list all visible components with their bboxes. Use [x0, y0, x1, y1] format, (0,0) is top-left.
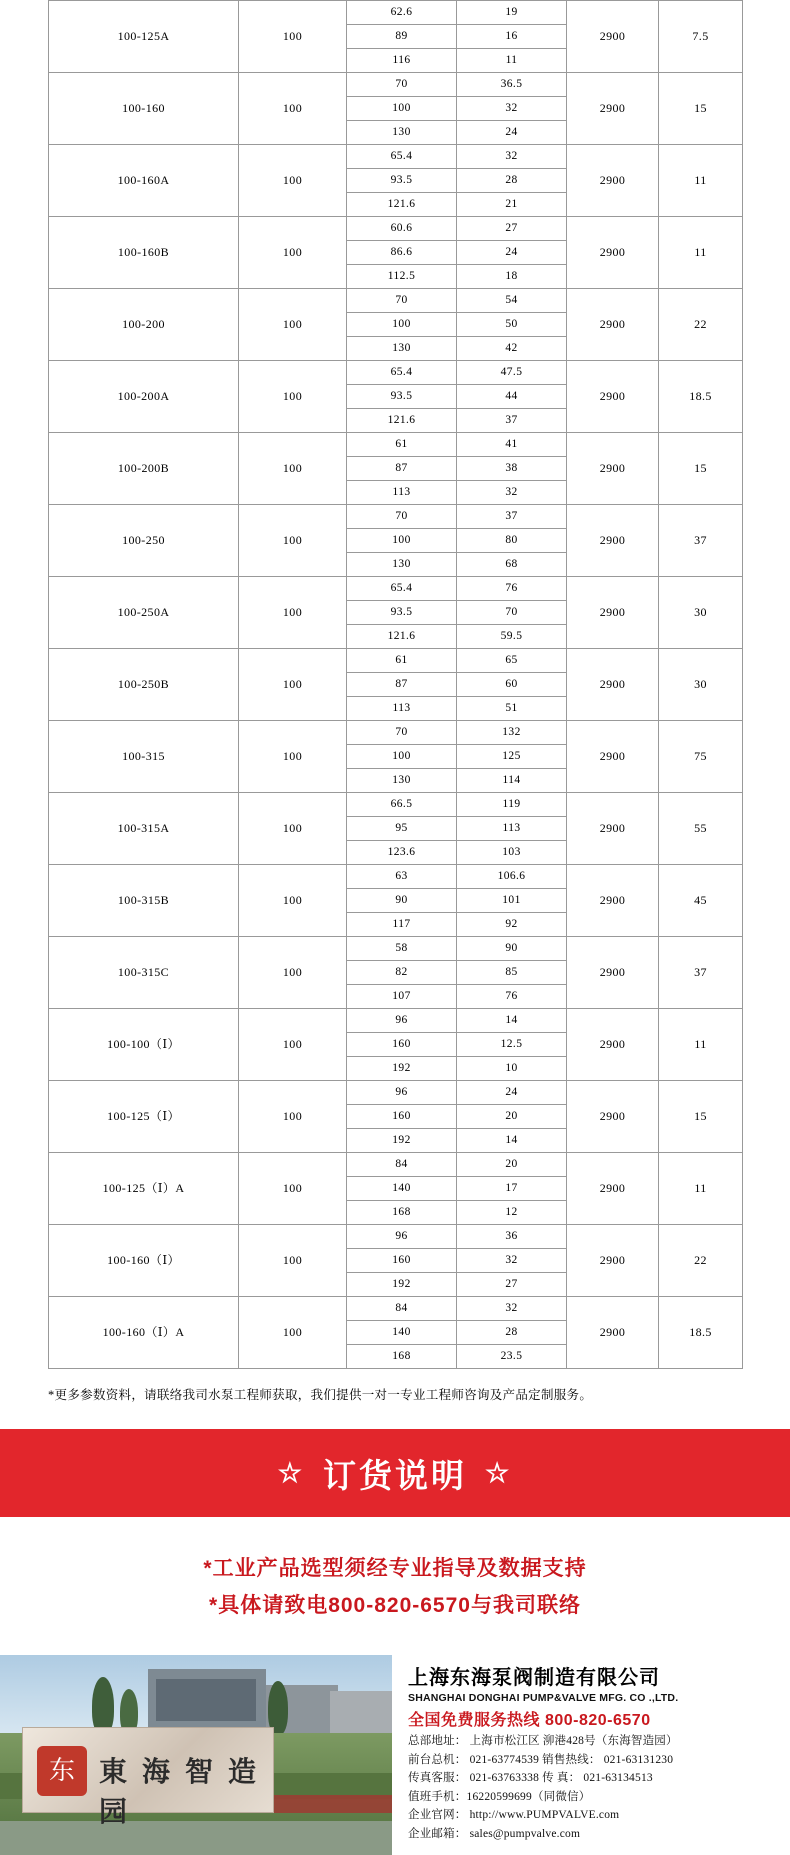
cell-speed: 2900 — [567, 1153, 659, 1225]
cell-head: 70 — [457, 601, 567, 625]
cell-flow: 168 — [347, 1345, 457, 1369]
footer-contact-info — [392, 1655, 790, 1855]
cell-flow: 84 — [347, 1153, 457, 1177]
cell-diameter: 100 — [239, 1153, 347, 1225]
cell-head: 12.5 — [457, 1033, 567, 1057]
cell-diameter: 100 — [239, 577, 347, 649]
cell-head: 65 — [457, 649, 567, 673]
cell-diameter: 100 — [239, 649, 347, 721]
table-row — [49, 577, 743, 601]
order-note-1: *工业产品选型须经专业指导及数据支持 — [203, 1557, 587, 1580]
footer-contact-line: 前台总机： 021-63774539 销售热线： 021-63131230 — [408, 1753, 674, 1766]
cell-speed: 2900 — [567, 289, 659, 361]
cell-model: 100-315B — [49, 865, 239, 937]
cell-head: 24 — [457, 1081, 567, 1105]
table-row — [49, 1081, 743, 1105]
cell-speed: 2900 — [567, 865, 659, 937]
cell-flow: 82 — [347, 961, 457, 985]
cell-power: 55 — [659, 793, 743, 865]
cell-diameter: 100 — [239, 1225, 347, 1297]
cell-model: 100-125（Ⅰ）A — [49, 1153, 239, 1225]
cell-diameter: 100 — [239, 1, 347, 73]
cell-head: 20 — [457, 1105, 567, 1129]
cell-flow: 93.5 — [347, 601, 457, 625]
cell-model: 100-250B — [49, 649, 239, 721]
cell-head: 32 — [457, 145, 567, 169]
table-row — [49, 1225, 743, 1249]
cell-flow: 90 — [347, 889, 457, 913]
cell-diameter: 100 — [239, 505, 347, 577]
cell-power: 15 — [659, 433, 743, 505]
cell-power: 11 — [659, 1009, 743, 1081]
cell-power: 22 — [659, 289, 743, 361]
factory-photo — [0, 1655, 392, 1855]
order-banner — [0, 1429, 790, 1517]
cell-flow: 60.6 — [347, 217, 457, 241]
cell-flow: 121.6 — [347, 625, 457, 649]
cell-flow: 121.6 — [347, 193, 457, 217]
cell-head: 24 — [457, 121, 567, 145]
cell-head: 80 — [457, 529, 567, 553]
cell-head: 14 — [457, 1129, 567, 1153]
cell-model: 100-200B — [49, 433, 239, 505]
cell-head: 103 — [457, 841, 567, 865]
cell-flow: 65.4 — [347, 145, 457, 169]
cell-flow: 70 — [347, 73, 457, 97]
cell-model: 100-200 — [49, 289, 239, 361]
photo-signage-stone — [22, 1727, 274, 1828]
table-row — [49, 721, 743, 745]
cell-head: 32 — [457, 97, 567, 121]
cell-head: 44 — [457, 385, 567, 409]
cell-flow: 130 — [347, 121, 457, 145]
cell-flow: 107 — [347, 985, 457, 1009]
cell-head: 36.5 — [457, 73, 567, 97]
cell-model: 100-160 — [49, 73, 239, 145]
cell-flow: 70 — [347, 289, 457, 313]
cell-head: 42 — [457, 337, 567, 361]
cell-flow: 130 — [347, 337, 457, 361]
cell-head: 36 — [457, 1225, 567, 1249]
cell-power: 18.5 — [659, 361, 743, 433]
cell-head: 20 — [457, 1153, 567, 1177]
cell-power: 22 — [659, 1225, 743, 1297]
cell-head: 90 — [457, 937, 567, 961]
cell-flow: 113 — [347, 481, 457, 505]
footer-contact-line: 值班手机：16220599699（同微信） — [408, 1790, 591, 1803]
cell-head: 32 — [457, 1297, 567, 1321]
cell-head: 114 — [457, 769, 567, 793]
cell-flow: 66.5 — [347, 793, 457, 817]
cell-diameter: 100 — [239, 937, 347, 1009]
cell-diameter: 100 — [239, 1297, 347, 1369]
cell-speed: 2900 — [567, 145, 659, 217]
cell-speed: 2900 — [567, 433, 659, 505]
cell-head: 18 — [457, 265, 567, 289]
company-name-en: SHANGHAI DONGHAI PUMP&VALVE MFG. CO .,LTD. — [408, 1691, 679, 1704]
cell-flow: 116 — [347, 49, 457, 73]
cell-head: 92 — [457, 913, 567, 937]
cell-diameter: 100 — [239, 865, 347, 937]
cell-flow: 96 — [347, 1225, 457, 1249]
cell-head: 27 — [457, 217, 567, 241]
cell-flow: 192 — [347, 1129, 457, 1153]
cell-flow: 95 — [347, 817, 457, 841]
cell-head: 76 — [457, 985, 567, 1009]
cell-head: 47.5 — [457, 361, 567, 385]
footer-contact-line: 传真客服： 021-63763338 传 真： 021-63134513 — [408, 1772, 653, 1784]
cell-head: 27 — [457, 1273, 567, 1297]
cell-model: 100-315A — [49, 793, 239, 865]
cell-model: 100-100（Ⅰ） — [49, 1009, 239, 1081]
cell-flow: 93.5 — [347, 169, 457, 193]
cell-power: 11 — [659, 1153, 743, 1225]
cell-head: 101 — [457, 889, 567, 913]
table-row — [49, 937, 743, 961]
cell-flow: 93.5 — [347, 385, 457, 409]
cell-power: 7.5 — [659, 1, 743, 73]
cell-model: 100-200A — [49, 361, 239, 433]
table-note: *更多参数资料，请联络我司水泵工程师获取，我们提供一对一专业工程师咨询及产品定制服务。 — [48, 1388, 593, 1402]
cell-head: 28 — [457, 169, 567, 193]
cell-model: 100-125A — [49, 1, 239, 73]
cell-power: 15 — [659, 73, 743, 145]
cell-head: 37 — [457, 505, 567, 529]
table-row — [49, 145, 743, 169]
cell-head: 14 — [457, 1009, 567, 1033]
table-row — [49, 1, 743, 25]
cell-flow: 192 — [347, 1273, 457, 1297]
page-footer — [0, 1655, 790, 1855]
cell-diameter: 100 — [239, 73, 347, 145]
cell-power: 37 — [659, 505, 743, 577]
cell-flow: 123.6 — [347, 841, 457, 865]
cell-head: 50 — [457, 313, 567, 337]
cell-flow: 160 — [347, 1249, 457, 1273]
cell-power: 18.5 — [659, 1297, 743, 1369]
cell-speed: 2900 — [567, 577, 659, 649]
cell-head: 32 — [457, 481, 567, 505]
table-row — [49, 289, 743, 313]
cell-head: 113 — [457, 817, 567, 841]
cell-head: 60 — [457, 673, 567, 697]
cell-power: 15 — [659, 1081, 743, 1153]
cell-flow: 70 — [347, 721, 457, 745]
cell-diameter: 100 — [239, 433, 347, 505]
cell-speed: 2900 — [567, 1225, 659, 1297]
cell-flow: 86.6 — [347, 241, 457, 265]
cell-speed: 2900 — [567, 1009, 659, 1081]
cell-speed: 2900 — [567, 1081, 659, 1153]
table-row — [49, 505, 743, 529]
cell-diameter: 100 — [239, 217, 347, 289]
cell-diameter: 100 — [239, 721, 347, 793]
cell-head: 125 — [457, 745, 567, 769]
cell-speed: 2900 — [567, 73, 659, 145]
star-icon-left: ☆ — [277, 1457, 305, 1488]
cell-flow: 192 — [347, 1057, 457, 1081]
cell-diameter: 100 — [239, 1009, 347, 1081]
cell-head: 28 — [457, 1321, 567, 1345]
hotline-text: 全国免费服务热线 800-820-6570 — [408, 1711, 651, 1729]
cell-diameter: 100 — [239, 793, 347, 865]
cell-flow: 100 — [347, 313, 457, 337]
cell-head: 85 — [457, 961, 567, 985]
signage-text: 東 海 智 造 园 — [99, 1756, 261, 1828]
cell-diameter: 100 — [239, 361, 347, 433]
footer-contact-line: 企业邮箱： sales@pumpvalve.com — [408, 1827, 581, 1840]
cell-flow: 100 — [347, 97, 457, 121]
cell-model: 100-160A — [49, 145, 239, 217]
cell-flow: 61 — [347, 433, 457, 457]
photo-building-3 — [330, 1691, 392, 1735]
order-banner-inner — [278, 1450, 512, 1497]
cell-model: 100-125（Ⅰ） — [49, 1081, 239, 1153]
cell-speed: 2900 — [567, 937, 659, 1009]
cell-model: 100-315C — [49, 937, 239, 1009]
cell-power: 45 — [659, 865, 743, 937]
cell-flow: 113 — [347, 697, 457, 721]
cell-model: 100-160（Ⅰ）A — [49, 1297, 239, 1369]
footer-contact-line: 企业官网： http://www.PUMPVALVE.com — [408, 1809, 620, 1821]
order-note-2: *具体请致电800-820-6570与我司联络 — [209, 1593, 581, 1617]
cell-model: 100-315 — [49, 721, 239, 793]
cell-flow: 121.6 — [347, 409, 457, 433]
order-notes — [0, 1517, 790, 1655]
cell-head: 24 — [457, 241, 567, 265]
cell-head: 38 — [457, 457, 567, 481]
cell-flow: 160 — [347, 1033, 457, 1057]
cell-flow: 100 — [347, 529, 457, 553]
cell-speed: 2900 — [567, 505, 659, 577]
cell-head: 17 — [457, 1177, 567, 1201]
cell-flow: 87 — [347, 673, 457, 697]
cell-flow: 89 — [347, 25, 457, 49]
cell-head: 23.5 — [457, 1345, 567, 1369]
footer-contact-line: 总部地址： 上海市松江区 泖港428号（东海智造园） — [408, 1735, 678, 1747]
table-row — [49, 865, 743, 889]
cell-head: 59.5 — [457, 625, 567, 649]
table-row — [49, 649, 743, 673]
cell-flow: 62.6 — [347, 1, 457, 25]
cell-flow: 140 — [347, 1321, 457, 1345]
cell-diameter: 100 — [239, 1081, 347, 1153]
company-logo-icon: 东 — [37, 1746, 87, 1796]
cell-flow: 63 — [347, 865, 457, 889]
star-icon-right: ☆ — [485, 1457, 513, 1488]
cell-flow: 112.5 — [347, 265, 457, 289]
table-row — [49, 217, 743, 241]
cell-model: 100-250 — [49, 505, 239, 577]
cell-head: 41 — [457, 433, 567, 457]
cell-speed: 2900 — [567, 361, 659, 433]
cell-flow: 84 — [347, 1297, 457, 1321]
cell-flow: 130 — [347, 553, 457, 577]
table-row — [49, 1153, 743, 1177]
cell-speed: 2900 — [567, 1, 659, 73]
table-row — [49, 73, 743, 97]
cell-head: 76 — [457, 577, 567, 601]
table-row — [49, 1297, 743, 1321]
table-row — [49, 361, 743, 385]
cell-head: 54 — [457, 289, 567, 313]
cell-speed: 2900 — [567, 1297, 659, 1369]
cell-flow: 70 — [347, 505, 457, 529]
table-row — [49, 433, 743, 457]
cell-power: 75 — [659, 721, 743, 793]
cell-flow: 117 — [347, 913, 457, 937]
cell-head: 12 — [457, 1201, 567, 1225]
cell-head: 32 — [457, 1249, 567, 1273]
cell-head: 19 — [457, 1, 567, 25]
cell-head: 51 — [457, 697, 567, 721]
cell-flow: 65.4 — [347, 361, 457, 385]
cell-speed: 2900 — [567, 217, 659, 289]
cell-flow: 168 — [347, 1201, 457, 1225]
cell-head: 132 — [457, 721, 567, 745]
cell-flow: 87 — [347, 457, 457, 481]
cell-flow: 140 — [347, 1177, 457, 1201]
order-banner-title: 订货说明 — [323, 1456, 467, 1494]
cell-speed: 2900 — [567, 649, 659, 721]
cell-model: 100-250A — [49, 577, 239, 649]
cell-flow: 100 — [347, 745, 457, 769]
table-row — [49, 793, 743, 817]
cell-flow: 65.4 — [347, 577, 457, 601]
cell-flow: 160 — [347, 1105, 457, 1129]
photo-building-1 — [148, 1669, 266, 1735]
cell-head: 37 — [457, 409, 567, 433]
cell-flow: 96 — [347, 1081, 457, 1105]
cell-flow: 96 — [347, 1009, 457, 1033]
cell-power: 11 — [659, 145, 743, 217]
cell-power: 30 — [659, 577, 743, 649]
cell-flow: 58 — [347, 937, 457, 961]
cell-diameter: 100 — [239, 145, 347, 217]
cell-head: 10 — [457, 1057, 567, 1081]
cell-model: 100-160（Ⅰ） — [49, 1225, 239, 1297]
cell-speed: 2900 — [567, 721, 659, 793]
cell-model: 100-160B — [49, 217, 239, 289]
cell-head: 119 — [457, 793, 567, 817]
cell-power: 37 — [659, 937, 743, 1009]
company-name-cn: 上海东海泵阀制造有限公司 — [408, 1666, 660, 1689]
spec-table — [48, 0, 743, 1369]
table-row — [49, 1009, 743, 1033]
cell-diameter: 100 — [239, 289, 347, 361]
cell-flow: 130 — [347, 769, 457, 793]
cell-head: 106.6 — [457, 865, 567, 889]
cell-power: 11 — [659, 217, 743, 289]
cell-flow: 61 — [347, 649, 457, 673]
cell-power: 30 — [659, 649, 743, 721]
cell-speed: 2900 — [567, 793, 659, 865]
cell-head: 16 — [457, 25, 567, 49]
cell-head: 68 — [457, 553, 567, 577]
cell-head: 11 — [457, 49, 567, 73]
cell-head: 21 — [457, 193, 567, 217]
